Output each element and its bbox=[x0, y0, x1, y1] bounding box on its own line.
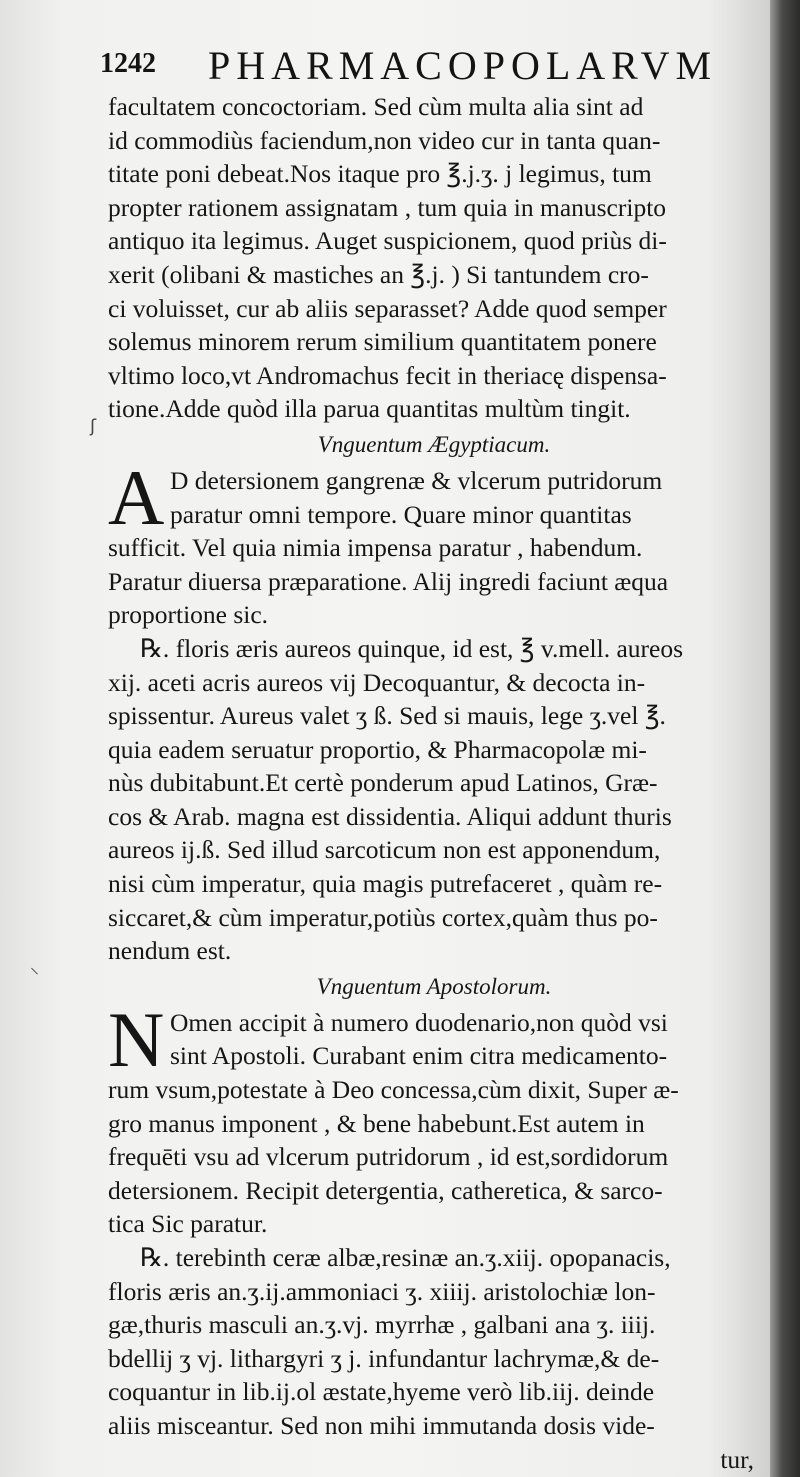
text-line: coquantur in lib.ij.ol æstate,hyeme verò lib.iij. deinde bbox=[108, 1377, 655, 1407]
catchword: tur, bbox=[720, 1444, 754, 1474]
paragraph-continuation bbox=[108, 90, 760, 426]
text-line: aureos ij.ß. Sed illud sarcoticum non est apponendum, bbox=[108, 835, 661, 865]
text-line: paratur omni tempore. Quare minor quantitas bbox=[170, 499, 632, 529]
text-line: frequēti vsu ad vlcerum putridorum , id est,sordidorum bbox=[108, 1142, 669, 1172]
text-line: quia eadem seruatur proportio, & Pharmacopolæ mi- bbox=[108, 734, 647, 764]
text-line: D detersionem gangrenæ & vlcerum putridorum bbox=[170, 465, 663, 495]
text-line: tione.Adde quòd illa parua quantitas multùm tingit. bbox=[108, 394, 631, 424]
text-line: id commodiùs faciendum,non video cur in tanta quan- bbox=[108, 125, 661, 155]
text-line: detersionem. Recipit detergentia, catheretica, & sarco- bbox=[108, 1175, 663, 1205]
recipe-apostolorum bbox=[108, 1241, 760, 1476]
text-line: rum vsum,potestate à Deo concessa,cùm dixit, Super æ- bbox=[108, 1075, 679, 1105]
text-line: floris æris an.ʒ.ij.ammoniaci ʒ. xiiij. aristolochiæ lon- bbox=[108, 1276, 656, 1306]
text-line: ci voluisset, cur ab aliis separasset? Adde quod semper bbox=[108, 293, 667, 323]
drop-cap: A bbox=[108, 453, 165, 541]
text-line: titate poni debeat.Nos itaque pro ℥.j.ʒ. j legimus, tum bbox=[108, 159, 652, 189]
text-line: nùs dubitabunt.Et certè ponderum apud Latinos, Græ- bbox=[108, 768, 658, 798]
book-title: PHARMACOPOLARVM bbox=[208, 43, 718, 88]
text-line: bdellij ʒ vj. lithargyri ʒ j. infundantur lachrymæ,& de- bbox=[108, 1343, 660, 1373]
text-line: siccaret,& cùm imperatur,potiùs cortex,quàm thus po- bbox=[108, 902, 658, 932]
text-line: propter rationem assignatam , tum quia in manuscripto bbox=[108, 192, 667, 222]
drop-cap: N bbox=[108, 995, 165, 1083]
text-line: vltimo loco,vt Andromachus fecit in theriacę dispensa- bbox=[108, 360, 667, 390]
margin-mark: ʃ bbox=[90, 416, 97, 437]
text-line: Omen accipit à numero duodenario,non quòd vsi bbox=[170, 1007, 668, 1037]
page-edge-shadow bbox=[770, 0, 800, 1477]
text-line: solemus minorem rerum similium quantitatem ponere bbox=[108, 327, 657, 357]
text-line: nendum est. bbox=[108, 936, 232, 966]
body-text bbox=[108, 90, 760, 1476]
text-line: proportione sic. bbox=[108, 600, 269, 630]
paragraph-apostolorum bbox=[108, 995, 760, 1241]
text-line: nisi cùm imperatur, quia magis putrefaceret , quàm re- bbox=[108, 869, 663, 899]
text-line: aliis misceantur. Sed non mihi immutanda dosis vide- bbox=[108, 1410, 655, 1440]
text-line: spissentur. Aureus valet ʒ ß. Sed si mauis, lege ʒ.vel ℥. bbox=[108, 701, 666, 731]
text-line: gæ,thuris masculi an.ʒ.vj. myrrhæ , galbani ana ʒ. iiij. bbox=[108, 1310, 656, 1340]
text-line: antiquo ita legimus. Auget suspicionem, quod priùs di- bbox=[108, 226, 667, 256]
ink-speck: ⸜ bbox=[30, 957, 39, 978]
text-line: xerit (olibani & mastiches an ℥.j. ) Si tantundem cro- bbox=[108, 259, 649, 289]
running-head bbox=[100, 42, 740, 92]
section-title-apostolorum: Vnguentum Apostolorum. bbox=[316, 973, 552, 999]
text-line: sufficit. Vel quia nimia impensa paratur , habendum. bbox=[108, 533, 643, 563]
text-line: cos & Arab. magna est dissidentia. Aliqui addunt thuris bbox=[108, 801, 672, 831]
text-line: ℞. floris æris aureos quinque, id est, ℥ v.mell. aureos bbox=[140, 633, 684, 663]
text-line: sint Apostoli. Curabant enim citra medicamento- bbox=[170, 1041, 668, 1071]
paragraph-aegyptiacum bbox=[108, 453, 760, 632]
text-line: facultatem concoctoriam. Sed cùm multa alia sint ad bbox=[108, 92, 644, 121]
recipe-aegyptiacum bbox=[108, 632, 760, 968]
text-line: Paratur diuersa præparatione. Alij ingredi faciunt æqua bbox=[108, 566, 669, 596]
section-title-aegyptiacum: Vnguentum Ægyptiacum. bbox=[317, 431, 551, 457]
text-line: ℞. terebinth ceræ albæ,resinæ an.ʒ.xiij. opopanacis, bbox=[140, 1243, 671, 1272]
text-line: tica Sic paratur. bbox=[108, 1209, 268, 1239]
text-line: xij. aceti acris aureos vij Decoquantur, & decocta in- bbox=[108, 667, 646, 697]
page-number: 1242 bbox=[100, 48, 156, 79]
text-line: gro manus imponent , & bene habebunt.Est autem in bbox=[108, 1108, 645, 1138]
